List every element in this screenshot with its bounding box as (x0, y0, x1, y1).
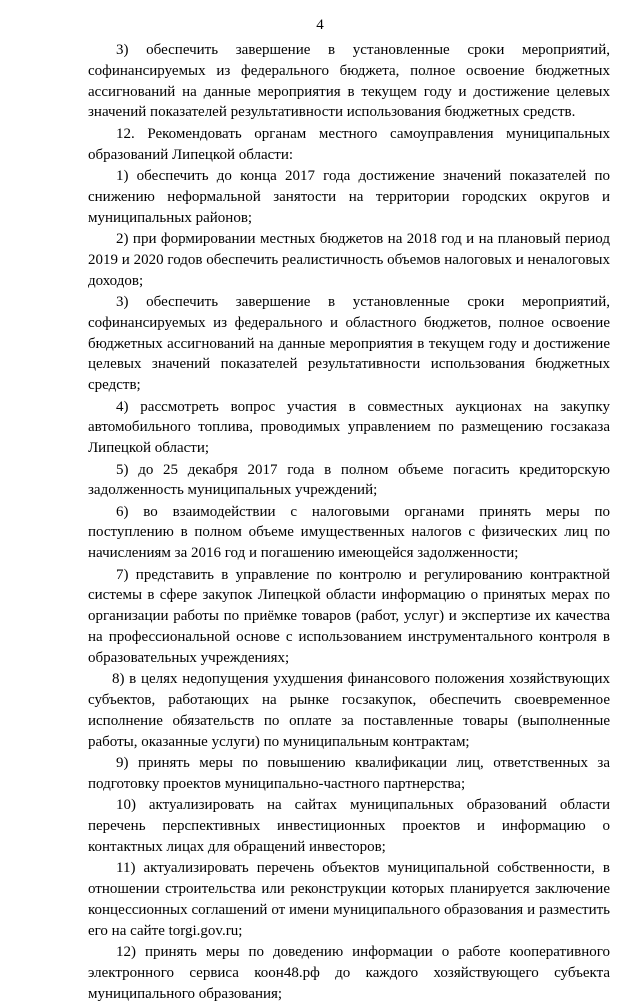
document-body (88, 40, 610, 1005)
paragraph-item-4: 4) рассмотреть вопрос участия в совместных аукционах на закупку автомобильного топлива, проводимых управлением по размещению госзаказа Липецкой области; (88, 398, 610, 457)
paragraph-item-1: 1) обеспечить до конца 2017 года достижение значений показателей по снижению неформальной занятости на территории городских округов и муниципальных районов; (88, 167, 610, 226)
paragraph-item-9: 9) принять меры по повышению квалификации лиц, ответственных за подготовку проектов муниципально-частного партнерства; (88, 755, 610, 792)
paragraph-item-11: 11) актуализировать перечень объектов муниципальной собственности, в отношении строительства или реконструкции которых планируется заключение концессионных соглашений от имени муниципального образования и разместить его на сайте torgi.gov.ru; (88, 860, 610, 939)
paragraph-item-3: 3) обеспечить завершение в установленные сроки мероприятий, софинансируемых из федерального и областного бюджетов, полное освоение бюджетных ассигнований на данные мероприятия в текущем году и достижение целевых значений показателей результативности использования бюджетных средств; (88, 293, 610, 394)
paragraph-section-12: 12. Рекомендовать органам местного самоуправления муниципальных образований Липецкой области: (88, 125, 610, 163)
paragraph-item-5: 5) до 25 декабря 2017 года в полном объеме погасить кредиторскую задолженность муниципальных учреждений; (88, 461, 610, 499)
paragraph-item-7: 7) представить в управление по контролю и регулированию контрактной системы в сфере закупок Липецкой области информацию о принятых мерах по организации работы по приёмке товаров (работ, услуг) и экспертизе их качества на профессиональной основе с использованием инструментального контроля в образовательных учреждениях; (88, 566, 610, 666)
paragraph-item-10: 10) актуализировать на сайтах муниципальных образований области перечень перспективных инвестиционных проектов и информацию о контактных лицах для обращений инвесторов; (88, 797, 610, 855)
paragraph-item-8: 8) в целях недопущения ухудшения финансового положения хозяйствующих субъектов, работающих на рынке госзакупок, обеспечить своевременное исполнение обязательств по оплате за поставленные товары (выполненные работы, оказанные услуги) по муниципальным контрактам; (88, 671, 610, 750)
page-number: 4 (316, 17, 324, 33)
paragraph-item-3-federal: 3) обеспечить завершение в установленные сроки мероприятий, софинансируемых из федерального бюджета, полное освоение бюджетных ассигнований на данные мероприятия в текущем году и достижение целевых значений показателей результативности использования бюджетных средств. (88, 42, 610, 121)
paragraph-item-2: 2) при формировании местных бюджетов на 2018 год и на плановый период 2019 и 2020 годов обеспечить реалистичность объемов налоговых и неналоговых доходов; (88, 230, 610, 289)
paragraph-item-12: 12) принять меры по доведению информации о работе кооперативного электронного сервиса коон48.рф до каждого хозяйствующего субъекта муниципального образования; (88, 943, 610, 1002)
paragraph-item-6: 6) во взаимодействии с налоговыми органами принять меры по поступлению в полном объеме имущественных налогов с физических лиц по начислениям за 2016 год и погашению имеющейся задолженности; (88, 503, 610, 562)
